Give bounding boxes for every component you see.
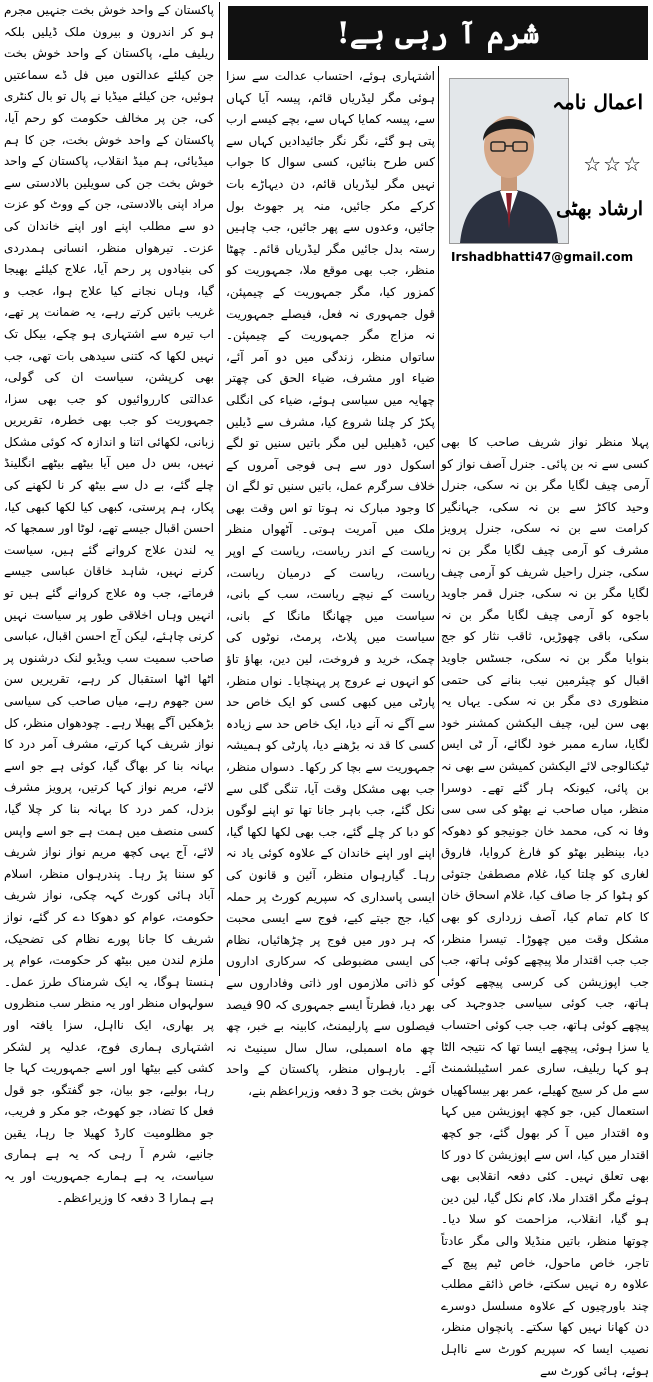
article-title: شرم آ رہی ہے!	[336, 15, 540, 51]
author-portrait-icon	[450, 79, 568, 243]
star-rating-icon: ☆☆☆	[583, 152, 643, 176]
article-column-right	[441, 432, 649, 1378]
article-text-middle: اشتہاری ہوئے، احتساب عدالت سے سزا ہوئی مگر لیڈریاں قائم، پیسہ آیا کہاں سے، پیسہ کمایا کہاں سے، بچے کیسے ارب پتی ہو گئے، نگر نگر جائیدادیں کہاں سے کس طرح بنائیں، کسی سوال کا جواب نہیں مگر لیڈریاں قائم، دن دیہاڑے بات کرکے مکر جائیں، منہ پر جھوٹ بول جائیں، وعدوں سے پھر جائیں، جب چاہیں رستہ بدل جائیں مگر لیڈریاں قائم۔ چھٹا منظر، جب بھی موقع ملا، جمہوریت کو کمزور کیا، مگر جمہوریت کے چیمپئن، قول جمہوری نہ فعل، فیصلے جمہوریت نہ مزاج مگر جمہوریت کے چیمپئن۔ ساتواں منظر، زندگی میں دو آمر آئے، ضیاء اور مشرف، ضیاء الحق کی چھتر چھایہ میں سیاسی ہوئے، ضیاء کی انگلی پکڑ کر چلنا شروع کیا، مشرف سے ڈیلیں کیں، ڈھیلیں لیں مگر باتیں سنیں تو لگے اسکول دور سے ہی فوجی آمروں کے خلاف سرگرم عمل، باتیں سنیں تو لگے ان کا وجود مبارک نہ ہوتا تو اس وقت بھی ملک میں آمریت ہوتی۔ آٹھواں منظر ریاست کے اندر ریاست، ریاست کے اوپر ریاست، ریاست کے درمیان ریاست، ریاست کے نیچے ریاست، سب کے بانی، سیاست میں چھانگا مانگا کے بانی، سیاست میں پلاٹ، پرمٹ، نوٹوں کی چمک، خرید و فروخت، لین دین، بھاؤ تاؤ کو انہوں نے عروج پر پہنچایا۔ نواں منظر، پارٹی میں کبھی کسی کو ایک خاص حد سے آگے نہ آنے دیا، ایک خاص حد سے زیادہ کسی کا قد نہ بڑھنے دیا، پارٹی کو ہمیشہ جمہوریت سے بچا کر رکھا۔ دسواں منظر، جب بھی مشکل وقت آیا، تنگی گلی سے نکل گئے، جب باہر جانا تھا تو اپنے لوگوں کو دبا کر چلے گئے، جب بھی لکھا لکھا گیا، اپنے اور اپنے خاندان کے علاوہ کوئی یاد نہ رہا۔ گیارہواں منظر، آئین و قانون کی ایسی پاسداری کہ سپریم کورٹ پر حملہ کیا، جج جیتے کیے، فوج سے ایسی محبت کہ ہر دور میں فوج پر چڑھائیاں، نظام کی ایسی مضبوطی کہ سرکاری اداروں کو ذاتی ملازموں اور ذاتی وفاداروں سے بھر دیا، فطرتاً ایسے جمہوری کہ 90 فیصد فیصلوں سے پارلیمنٹ، کابینہ بے خبر، چھ چھ ماہ اسمبلی، سال سال سینیٹ نہ آئے۔ بارہواں منظر، پاکستان کے واحد خوش بخت جو 3 دفعہ وزیراعظم بنے،	[226, 69, 435, 1098]
author-name: ارشاد بھٹی	[556, 198, 643, 220]
column-name: اعمال نامہ	[552, 90, 643, 114]
author-photo	[449, 78, 569, 244]
author-email[interactable]: Irshadbhatti47@gmail.com	[451, 250, 634, 264]
article-text-right: پہلا منظر نواز شریف صاحب کا بھی کسی سے نہ بن پائی۔ جنرل آصف نواز کو آرمی چیف لگایا مگر بن نہ سکی، جنرل وحید کاکڑ سے بن نہ سکی، جہانگیر کرامت سے بن نہ سکی، جنرل پرویز مشرف کو آرمی چیف لگایا مگر بن نہ سکی، جنرل راحیل شریف کو آرمی چیف لگایا مگر بن نہ سکی، جنرل قمر جاوید باجوہ کو آرمی چیف لگایا مگر بن نہ سکی، باقی چھوڑیں، ثاقب نثار کو جج بنوایا مگر بن نہ سکی، جسٹس جاوید اقبال کو چیئرمین نیب بنانے کی حتمی منظوری دی مگر بن نہ سکی۔ یہاں یہ بھی سن لیں، چیف الیکشن کمشنر خود لگایا، سارے ممبر خود لگائے، آر ٹی ایس ٹیکنالوجی لائے الیکشن کمیشن سے بھی نہ بن پائی، کیونکہ ہار گئے تھے۔ دوسرا منظر، میاں صاحب نے بھٹو کی سی سی وفا نہ کی، محمد خان جونیجو کو دھوکہ دیا، بینظیر بھٹو کو فارغ کروایا، فاروق لغاری کو چلتا کیا، غلام مصطفیٰ جتوئی کو ہٹوا کر جا صاف کیا، غلام اسحاق خان کا کام تمام کیا، آصف زرداری کو بھی مشکل وقت میں چھوڑا۔ تیسرا منظر، جب جب اقتدار ملا پیچھے کوئی ہاتھ، جب جب اپوزیشن کی کرسی پیچھے کوئی ہاتھ، جب کوئی سیاسی جدوجہد کی پیچھے کوئی ہاتھ، جب جب کوئی احتساب یا سزا ہوئی، پیچھے ایسا تھا کہ نتیجہ الٹا ہو کہا ریلیف، ساری عمر اسٹیبلشمنٹ سے مل کر سیج کھیلے، عمر بھر بیساکھیاں استعمال کیں، جو کچھ اپوزیشن میں کہا وہ اقتدار میں آ کر بھول گئے، جو کچھ اقتدار میں کیا، اس سے اپوزیشن کا دور کا بھی تعلق نہیں۔ کئی دفعہ انقلابی بھی ہوئے مگر اقتدار ملا، کام نکل گیا، لین دین ہو گیا، انقلاب، مزاحمت کو سلا دیا۔ چوتھا منظر، باتیں منڈیلا والی مگر عادتاً تاجر، خاص ماحول، خاص ٹیم پیچ کے علاوہ رہ نہیں سکتے، خاص ذائقے مطلب چند باورچیوں کے علاوہ مسلسل دوسرے دن کھانا نہیں کھا سکتے۔ پانچواں منظر، نصیب ایسا کہ سپریم کورٹ سے نااہل ہوئے، ہائی کورٹ سے	[441, 435, 649, 1378]
article-column-left	[4, 0, 214, 1205]
article-column-middle	[226, 66, 435, 1098]
column-divider	[438, 66, 439, 976]
article-text-left: پاکستان کے واحد خوش بخت جنہیں مجرم ہو کر اندرون و بیرون ملک ڈیلیں بلکہ ریلیف ملے، پاکستان کے واحد خوش بخت جن کیلئے عدالتوں میں فل ڈے سماعتیں ہوئیں، جن کیلئے میڈیا نے پال تو بال کنٹری کی، جن پر مخالف حکومت کو رحم آیا، پاکستان کے واحد خوش بخت، جن کا ہم میڈیائی، ہم میڈ انقلاب، پاکستان کے واحد خوش بخت جن کی سویلین بالادستی سے مراد اپنی بالادستی، جن کے ووٹ کو عزت دو سے مطلب اپنے اور اپنے خاندان کی عزت۔ تیرھواں منظر، انسانی ہمدردی کی بنیادوں پر رحم آیا، علاج کیلئے بھیجا گیا، وہاں نجانے کیا علاج ہوا، عجب و غریب باتیں کرتے رہے، یہ ضمانت پر تھے، اب تیرہ سے اشتہاری ہو چکے، بیکل تک نہیں لکھا کہ کتنی سیدھی بات تھی، جب بھی کرپشن، سیاست ان کی گولی، عدالتی کارروائیوں کو جب بھی سزا، جمہوریت کو جب بھی خطرہ، تقریریں زبانی، لکھائی اتنا و اندازہ کہ کوئی مشکل نہیں، بس دل میں آیا بیٹھے بیٹھے انگلینڈ چلے گئے، بے دل سے بیٹھ کر نا لکھنے کی پکار، ہم پرستی، کبھی کیا لکھا کبھی کیا، احسن اقبال جیسے تھے، لوٹا اور سمجھا کہ یہ لندن علاج کروانے گئے ہیں، سیاست کرنے نہیں، شاہد خاقان عباسی جیسے فرماتے، جب وہ علاج کروانے گئے ہیں تو انہیں وہاں اخلاقی طور پر سیاست نہیں کرنی چاہئے، لیکن آج احسن اقبال، عباسی صاحب سمیت سب ویڈیو لنک درشنوں پر اٹھا اٹھا استقبال کر رہے، تقریریں سن سن جھوم رہے، میاں صاحب کی سیاسی بڑھکیں آگے پھیلا رہے۔ چودھواں منظر، کل نواز شریف کہا کرتے، مشرف آمر درد کا بہانہ بنا کر بھاگ گیا، کوئی ہے جو اسے لائے، مریم نواز کہا کرتیں، پرویز مشرف بزدل، کمر درد کا بہانہ بنا کر چلا گیا، کسی منصف میں ہمت ہے جو اسے واپس لائے، آج یہی کچھ مریم نواز نواز شریف کو سننا پڑ رہا۔ پندرہواں منظر، اسلام آباد ہائی کورٹ کہہ چکی، نواز شریف حکومت، عوام کو دھوکا دے کر گئے، نواز شریف کا جانا پورے نظام کی تضحیک، ملزم لندن میں بیٹھ کر حکومت، عوام پر ہنستا ہوگا، یہ ایک شرمناک طرز عمل۔ سولہواں منظر اور یہ منظر سب منظروں پر بھاری، ایک نااہل، سزا یافتہ اور اشتہاری ہماری فوج، عدلیہ پر لشکر کشی کیے بیٹھا اور اسے جمہوریت کہا جا رہا، بولیے، جو بیان، جو گفتگو، جو قول فعل کا تضاد، جو کھوٹ، جو مکر و فریب، جو مظلومیت کارڈ کھیلا جا رہا، یقین جانیے، شرم آ رہی کہ یہ ہے ہماری سیاست، یہ ہے ہمارے جمہوریت اور یہ ہے ہمارا 3 دفعہ کا وزیراعظم۔	[4, 3, 214, 1205]
author-box	[441, 66, 649, 426]
column-divider	[219, 2, 220, 976]
title-banner	[228, 6, 648, 60]
